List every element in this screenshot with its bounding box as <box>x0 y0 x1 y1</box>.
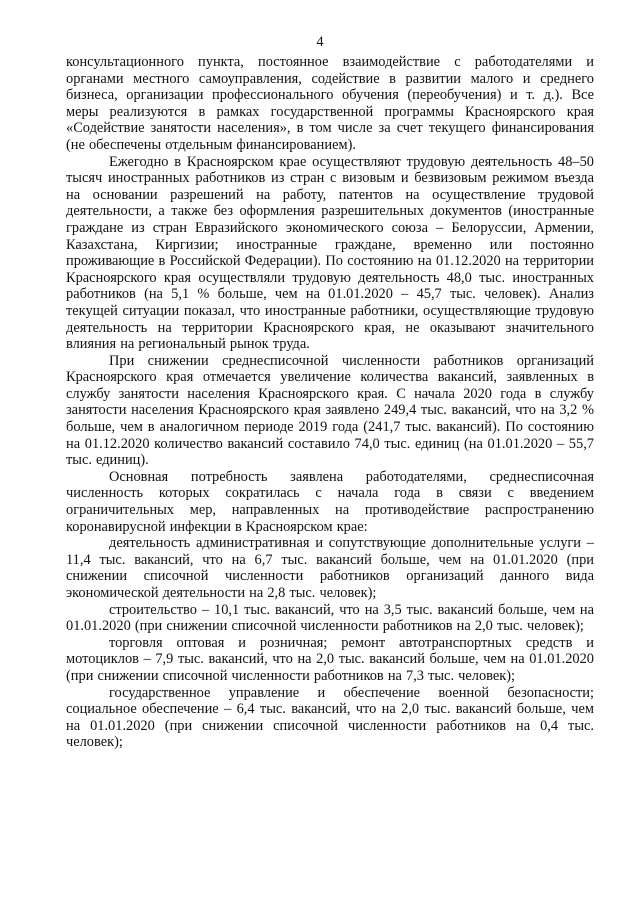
paragraph: При снижении среднесписочной численности работников организаций Красноярского края отмечается увеличение количества вакансий, заявленных в службу занятости населения Красноярского края. С начала 2020 года в службу занятости населения Красноярского края заявлено 249,4 тыс. вакансий, что на 3,2 % больше, чем в аналогичном периоде 2019 года (241,7 тыс. вакансий). По состоянию на 01.12.2020 количество вакансий составило 74,0 тыс. единиц (на 01.01.2020 – 55,7 тыс. единиц). <box>66 352 594 469</box>
paragraph: государственное управление и обеспечение военной безопасности; социальное обеспечение – 6,4 тыс. вакансий, что на 2,0 тыс. вакансий больше, чем на 01.01.2020 (при снижении списочной численности работников на 0,4 тыс. человек); <box>66 684 594 751</box>
paragraph: консультационного пункта, постоянное взаимодействие с работодателями и органами местного самоуправления, содействие в развитии малого и среднего бизнеса, организации профессионального обучения (переобучения) и т. д.). Все меры реализуются в рамках государственной программы Красноярского края «Содействие занятости населения», в том числе за счет текущего финансирования (не обеспечены отдельным финансированием). <box>66 54 594 153</box>
body-text <box>66 54 594 751</box>
paragraph: Ежегодно в Красноярском крае осуществляют трудовую деятельность 48–50 тысяч иностранных работников из стран с визовым и безвизовым режимом въезда на основании разрешений на работу, патентов на осуществление трудовой деятельности, а также без оформления разрешительных документов (иностранные граждане из стран Евразийского экономического союза – Белоруссии, Армении, Казахстана, Киргизии; иностранные граждане, временно или постоянно проживающие в Российской Федерации). По состоянию на 01.12.2020 на территории Красноярского края осуществляли трудовую деятельность 48,0 тыс. иностранных работников (на 5,1 % больше, чем на 01.01.2020 – 45,7 тыс. человек). Анализ текущей ситуации показал, что иностранные работники, осуществляющие трудовую деятельность на территории Красноярского края, не оказывают значительного влияния на региональный рынок труда. <box>66 153 594 353</box>
page-number: 4 <box>316 34 324 50</box>
paragraph: строительство – 10,1 тыс. вакансий, что на 3,5 тыс. вакансий больше, чем на 01.01.2020 (при снижении списочной численности работников на 2,0 тыс. человек); <box>66 601 594 635</box>
paragraph: Основная потребность заявлена работодателями, среднесписочная численность которых сократилась с начала года в связи с введением ограничительных мер, направленных на противодействие распространению коронавирусной инфекции в Красноярском крае: <box>66 468 594 535</box>
paragraph: торговля оптовая и розничная; ремонт автотранспортных средств и мотоциклов – 7,9 тыс. вакансий, что на 2,0 тыс. вакансий больше, чем на 01.01.2020 (при снижении списочной численности работников на 7,3 тыс. человек); <box>66 634 594 684</box>
paragraph: деятельность административная и сопутствующие дополнительные услуги – 11,4 тыс. вакансий, что на 6,7 тыс. вакансий больше, чем на 01.01.2020 (при снижении списочной численности работников организаций данного вида экономической деятельности на 2,8 тыс. человек); <box>66 535 594 601</box>
